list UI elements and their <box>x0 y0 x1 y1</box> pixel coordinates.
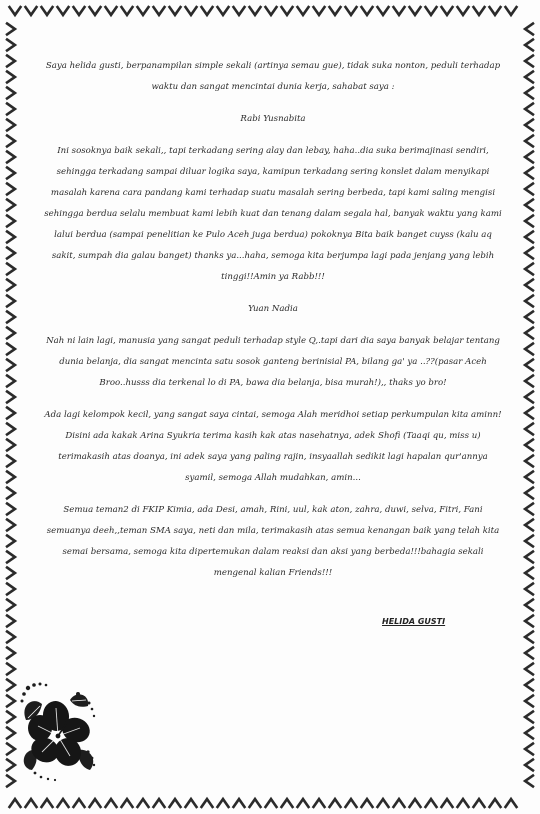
border-chevron <box>26 799 37 807</box>
border-chevron <box>58 799 69 807</box>
border-chevron <box>346 799 357 807</box>
border-chevron <box>58 7 69 15</box>
border-chevron <box>7 72 15 83</box>
border-chevron <box>525 632 533 643</box>
border-chevron <box>525 616 533 627</box>
border-chevron <box>7 424 15 435</box>
border-chevron <box>525 232 533 243</box>
border-chevron <box>506 799 517 807</box>
border-chevron <box>7 456 15 467</box>
border-chevron <box>525 408 533 419</box>
border-chevron <box>7 344 15 355</box>
border-chevron <box>26 7 37 15</box>
border-chevron <box>266 799 277 807</box>
border-chevron <box>106 799 117 807</box>
border-chevron <box>525 136 533 147</box>
border-chevron <box>170 7 181 15</box>
border-chevron <box>7 760 15 771</box>
border-chevron <box>90 799 101 807</box>
border-chevron <box>525 648 533 659</box>
border-chevron <box>410 7 421 15</box>
border-chevron <box>490 7 501 15</box>
border-chevron <box>525 760 533 771</box>
border-chevron <box>525 200 533 211</box>
border-chevron <box>525 536 533 547</box>
border-chevron <box>7 472 15 483</box>
border-chevron <box>426 799 437 807</box>
border-chevron <box>7 152 15 163</box>
border-chevron <box>362 7 373 15</box>
border-chevron <box>525 504 533 515</box>
border-chevron <box>525 568 533 579</box>
border-chevron <box>90 7 101 15</box>
border-chevron <box>138 799 149 807</box>
border-chevron <box>525 264 533 275</box>
border-chevron <box>7 504 15 515</box>
border-chevron <box>250 7 261 15</box>
border-chevron <box>42 7 53 15</box>
friends-paragraph: Semua teman2 di FKIP Kimia, ada Desi, amah, Rini, uul, kak aton, zahra, duwi, selva, Fitri, Fani semuanya deeh,,teman SMA saya, neti dan mila, terimakasih atas semua kenangan baik yang telah kita semai bersama, semoga kita dipertemukan dalam reaksi dan aksi yang berbeda!!!bahagia sekali mengenal kalian Friends!!! <box>46 505 500 578</box>
border-chevron <box>7 632 15 643</box>
border-chevron <box>314 799 325 807</box>
border-chevron <box>378 799 389 807</box>
border-chevron <box>525 712 533 723</box>
border-chevron <box>7 360 15 371</box>
border-chevron <box>525 296 533 307</box>
border-chevron <box>410 799 421 807</box>
border-chevron <box>282 799 293 807</box>
border-chevron <box>170 799 181 807</box>
border-chevron <box>525 520 533 531</box>
border-chevron <box>7 88 15 99</box>
friend-paragraph-rabi: Ini sosoknya baik sekali,, tapi terkadang sering alay dan lebay, haha..dia suka berimajinasi sendiri, sehingga terkadang sampai diluar logika saya, kamipun terkadang sering konslet dalam menyikapi masalah karena cara pandang kami terhadap suatu masalah sering berbeda, tapi kami saling mengisi sehingga berdua selalu membuat kami lebih kuat dan tenang dalam segala hal, banyak waktu yang kami lalui berdua (sampai penelitian ke Pulo Aceh juga berdua) pokoknya Bita baik banget cuyss (kalu aq sakit, sumpah dia galau banget) thanks ya...haha, semoga kita berjumpa lagi pada jenjang yang lebih tinggi!!Amin ya Rabb!!! <box>44 146 502 282</box>
border-chevron <box>525 328 533 339</box>
border-chevron <box>525 696 533 707</box>
border-chevron <box>7 744 15 755</box>
border-chevron <box>7 168 15 179</box>
group-paragraph: Ada lagi kelompok kecil, yang sangat saya cintai, semoga Alah meridhoi setiap perkumpulan kita aminn! Disini ada kakak Arina Syukria terima kasih kak atas nasehatnya, adek Shofi (Taaqi qu, miss u) terimakasih atas doanya, ini adek saya yang paling rajin, insyaallah sedikit lagi hapalan qur'annya syamil, semoga Allah mudahkan, amin... <box>44 410 502 483</box>
border-chevron <box>7 312 15 323</box>
border-chevron <box>186 799 197 807</box>
border-chevron <box>282 7 293 15</box>
border-chevron <box>234 7 245 15</box>
border-chevron <box>186 7 197 15</box>
intro-paragraph: Saya helida gusti, berpanampilan simple sekali (artinya semau gue), tidak suka nonton, peduli terhadap waktu dan sangat mencintai dunia kerja, sahabat saya : <box>45 61 501 92</box>
border-chevron <box>525 360 533 371</box>
border-chevron <box>106 7 117 15</box>
border-chevron <box>525 152 533 163</box>
border-chevron <box>7 104 15 115</box>
border-chevron <box>7 776 15 787</box>
border-chevron <box>525 216 533 227</box>
border-chevron <box>138 7 149 15</box>
border-chevron <box>490 799 501 807</box>
border-chevron <box>218 7 229 15</box>
border-chevron <box>474 7 485 15</box>
border-chevron <box>525 184 533 195</box>
border-chevron <box>525 664 533 675</box>
border-chevron <box>7 24 15 35</box>
border-chevron <box>525 728 533 739</box>
border-chevron <box>330 799 341 807</box>
border-chevron <box>506 7 517 15</box>
border-chevron <box>458 799 469 807</box>
border-chevron <box>525 104 533 115</box>
border-chevron <box>442 7 453 15</box>
border-chevron <box>7 728 15 739</box>
border-chevron <box>525 584 533 595</box>
letter-body <box>42 56 504 595</box>
border-chevron <box>7 248 15 259</box>
border-chevron <box>154 799 165 807</box>
border-chevron <box>7 664 15 675</box>
border-chevron <box>250 799 261 807</box>
border-chevron <box>525 120 533 131</box>
border-chevron <box>7 136 15 147</box>
border-chevron <box>7 376 15 387</box>
border-chevron <box>7 328 15 339</box>
border-chevron <box>7 712 15 723</box>
border-chevron <box>7 280 15 291</box>
border-chevron <box>426 7 437 15</box>
border-chevron <box>525 488 533 499</box>
border-chevron <box>7 536 15 547</box>
border-chevron <box>525 344 533 355</box>
border-chevron <box>218 799 229 807</box>
border-chevron <box>7 296 15 307</box>
border-chevron <box>7 584 15 595</box>
border-chevron <box>10 7 21 15</box>
border-chevron <box>7 216 15 227</box>
border-chevron <box>458 7 469 15</box>
border-chevron <box>74 799 85 807</box>
border-chevron <box>7 120 15 131</box>
border-chevron <box>7 392 15 403</box>
border-chevron <box>525 280 533 291</box>
border-chevron <box>442 799 453 807</box>
border-chevron <box>525 600 533 611</box>
border-chevron <box>525 88 533 99</box>
border-chevron <box>525 56 533 67</box>
friend-name-rabi: Rabi Yusnabita <box>240 114 306 124</box>
border-chevron <box>154 7 165 15</box>
border-chevron <box>7 552 15 563</box>
border-chevron <box>7 264 15 275</box>
border-chevron <box>7 56 15 67</box>
border-chevron <box>525 552 533 563</box>
border-chevron <box>74 7 85 15</box>
border-chevron <box>525 424 533 435</box>
border-chevron <box>7 440 15 451</box>
border-chevron <box>7 648 15 659</box>
border-chevron <box>330 7 341 15</box>
border-chevron <box>394 7 405 15</box>
border-chevron <box>525 680 533 691</box>
border-chevron <box>346 7 357 15</box>
border-chevron <box>7 680 15 691</box>
border-chevron <box>7 568 15 579</box>
border-chevron <box>7 40 15 51</box>
border-chevron <box>7 232 15 243</box>
border-chevron <box>298 799 309 807</box>
border-chevron <box>362 799 373 807</box>
border-chevron <box>266 7 277 15</box>
border-chevron <box>474 799 485 807</box>
border-chevron <box>298 7 309 15</box>
border-chevron <box>394 799 405 807</box>
friend-name-yuan: Yuan Nadia <box>248 304 298 314</box>
border-chevron <box>525 24 533 35</box>
border-chevron <box>525 72 533 83</box>
border-chevron <box>10 799 21 807</box>
border-chevron <box>525 440 533 451</box>
border-chevron <box>378 7 389 15</box>
border-chevron <box>525 472 533 483</box>
border-chevron <box>525 376 533 387</box>
border-chevron <box>7 520 15 531</box>
signature: HELIDA GUSTI <box>382 617 446 626</box>
border-chevron <box>7 616 15 627</box>
border-chevron <box>7 600 15 611</box>
border-chevron <box>525 168 533 179</box>
border-chevron <box>314 7 325 15</box>
friend-paragraph-yuan: Nah ni lain lagi, manusia yang sangat peduli terhadap style Q,.tapi dari dia saya banyak belajar tentang dunia belanja, dia sangat mencinta satu sosok ganteng berinisial PA, bilang ga' ya ..??(pasar Aceh Broo..husss dia terkenal lo di PA, bawa dia belanja, bisa murah!),, thaks yo bro! <box>46 336 500 388</box>
border-chevron <box>122 799 133 807</box>
border-chevron <box>42 799 53 807</box>
border-chevron <box>7 408 15 419</box>
border-chevron <box>202 799 213 807</box>
border-chevron <box>525 456 533 467</box>
border-chevron <box>7 184 15 195</box>
border-chevron <box>7 488 15 499</box>
border-chevron <box>525 248 533 259</box>
border-chevron <box>7 200 15 211</box>
border-chevron <box>525 392 533 403</box>
border-chevron <box>525 776 533 787</box>
border-chevron <box>525 744 533 755</box>
border-chevron <box>7 696 15 707</box>
border-chevron <box>525 312 533 323</box>
border-chevron <box>525 40 533 51</box>
border-chevron <box>122 7 133 15</box>
border-chevron <box>202 7 213 15</box>
hibiscus-icon <box>18 680 110 790</box>
border-chevron <box>234 799 245 807</box>
